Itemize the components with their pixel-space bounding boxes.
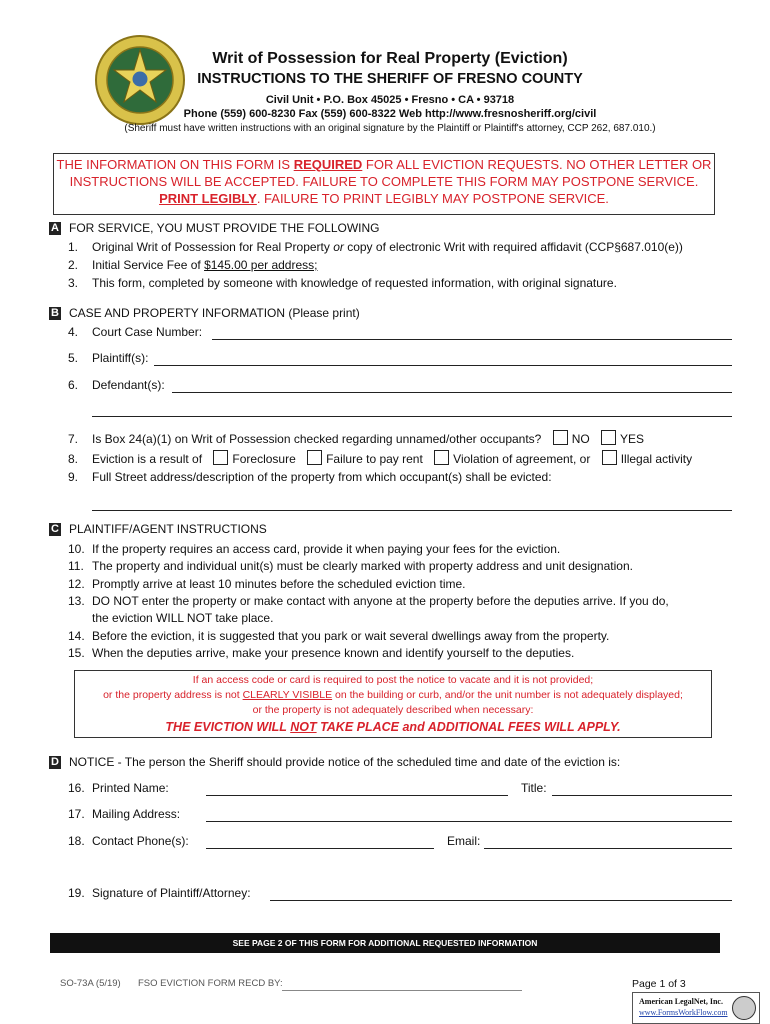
- form-subtitle: INSTRUCTIONS TO THE SHERIFF OF FRESNO COUNTY: [197, 71, 583, 87]
- section-title: FOR SERVICE, YOU MUST PROVIDE THE FOLLOWING: [69, 221, 380, 235]
- civil-unit-address: Civil Unit • P.O. Box 45025 • Fresno • CA • 93718: [265, 94, 515, 106]
- item-3: 3. This form, completed by someone with knowledge of requested information, with original signature.: [68, 276, 617, 290]
- no-label: NO: [571, 432, 590, 446]
- notice-text: INSTRUCTIONS WILL BE ACCEPTED. FAILURE TO COMPLETE THIS FORM MAY POSTPONE SERVICE.: [69, 174, 699, 189]
- see-page-2-banner: SEE PAGE 2 OF THIS FORM FOR ADDITIONAL REQUESTED INFORMATION: [50, 933, 720, 953]
- contact-phone-web: Phone (559) 600-8230 Fax (559) 600-8322 Web http://www.fresnosheriff.org/civil: [183, 108, 597, 120]
- item-13-continued: the eviction WILL NOT take place.: [92, 611, 274, 625]
- section-badge: C: [49, 523, 61, 536]
- section-badge: D: [49, 756, 61, 769]
- notice-text: FOR ALL EVICTION REQUESTS. NO OTHER LETTER OR: [362, 157, 712, 172]
- page-number: Page 1 of 3: [632, 978, 686, 990]
- printed-name-label: 16. Printed Name:: [68, 781, 169, 795]
- received-by-field[interactable]: [282, 990, 522, 991]
- section-b-heading: [49, 306, 360, 320]
- section-title: NOTICE - The person the Sheriff should provide notice of the scheduled time and date of the eviction is:: [69, 755, 621, 769]
- contact-phone-label: 18. Contact Phone(s):: [68, 834, 189, 848]
- plaintiffs-label: 5. Plaintiff(s):: [68, 351, 149, 365]
- legalnet-url[interactable]: www.FormsWorkFlow.com: [639, 1008, 728, 1017]
- section-badge: A: [49, 222, 61, 235]
- property-address-field[interactable]: [92, 510, 732, 511]
- title-label: Title:: [521, 781, 547, 795]
- email-label: Email:: [447, 834, 481, 848]
- mailing-address-field[interactable]: [206, 821, 732, 822]
- section-badge: B: [49, 307, 61, 320]
- item-11: 11. The property and individual unit(s) must be clearly marked with property address and unit designation.: [68, 559, 633, 573]
- plaintiffs-field[interactable]: [154, 365, 732, 366]
- item-7: 7. Is Box 24(a)(1) on Writ of Possession checked regarding unnamed/other occupants? NO YES: [68, 432, 645, 446]
- signature-field[interactable]: [270, 900, 732, 901]
- no-checkbox[interactable]: [553, 430, 568, 445]
- legalnet-logo-icon: [732, 996, 756, 1020]
- warning-text: If an access code or card is required to post the notice to vacate and it is not provided;: [192, 674, 594, 686]
- failure-to-pay-rent-checkbox[interactable]: [307, 450, 322, 465]
- warning-text: or the property is not adequately described when necessary:: [252, 704, 534, 716]
- item-2: 2. Initial Service Fee of $145.00 per address;: [68, 258, 318, 272]
- section-title: PLAINTIFF/AGENT INSTRUCTIONS: [69, 522, 267, 536]
- required-notice-box: [53, 153, 715, 215]
- defendants-field[interactable]: [172, 392, 732, 393]
- foreclosure-checkbox[interactable]: [213, 450, 228, 465]
- form-id: SO-73A (5/19): [60, 978, 121, 989]
- contact-phone-field[interactable]: [206, 848, 434, 849]
- signature-requirement-note: (Sheriff must have written instructions with an original signature by the Plaintiff or Plaintiff's attorney, CCP 262, 687.010.): [124, 123, 656, 134]
- received-by-label: FSO EVICTION FORM RECD BY:: [138, 978, 283, 989]
- violation-checkbox[interactable]: [434, 450, 449, 465]
- notice-text: . FAILURE TO PRINT LEGIBLY MAY POSTPONE SERVICE.: [256, 191, 609, 206]
- legalnet-name: American LegalNet, Inc.: [639, 997, 723, 1006]
- item-9: 9. Full Street address/description of the property from which occupant(s) shall be evicted:: [68, 470, 552, 484]
- mailing-address-label: 17. Mailing Address:: [68, 807, 181, 821]
- yes-checkbox[interactable]: [601, 430, 616, 445]
- case-number-label: 4. Court Case Number:: [68, 325, 203, 339]
- eviction-warning-box: If an access code or card is required to post the notice to vacate and it is not provided; or the property address is not CLEARLY VISIBLE on the building or curb, and/or the unit number is not adequately displayed; or the property is not adequately described when necessary: THE EVICTION WILL NOT TAKE PLACE and ADDITIONAL FEES WILL APPLY.: [74, 670, 712, 738]
- item-14: 14. Before the eviction, it is suggested that you park or wait several dwellings away from the property.: [68, 629, 610, 643]
- section-title: CASE AND PROPERTY INFORMATION (Please print): [69, 306, 360, 320]
- item-13: 13. DO NOT enter the property or make contact with anyone at the property before the deputies arrive. If you do,: [68, 594, 669, 608]
- item-1: 1. Original Writ of Possession for Real Property or copy of electronic Writ with required affidavit (CCP§687.010(e)): [68, 240, 683, 254]
- case-number-field[interactable]: [212, 339, 732, 340]
- form-title: Writ of Possession for Real Property (Eviction): [212, 50, 568, 67]
- defendants-label: 6. Defendant(s):: [68, 378, 165, 392]
- email-field[interactable]: [484, 848, 732, 849]
- yes-label: YES: [620, 432, 645, 446]
- signature-label: 19. Signature of Plaintiff/Attorney:: [68, 886, 251, 900]
- section-d-heading: [49, 755, 620, 769]
- required-emphasis: REQUIRED: [293, 157, 363, 172]
- title-field[interactable]: [552, 795, 732, 796]
- item-15: 15. When the deputies arrive, make your presence known and identify yourself to the deputies.: [68, 646, 575, 660]
- item-8: 8. Eviction is a result of Foreclosure Failure to pay rent Violation of agreement, or Illegal activity: [68, 452, 693, 466]
- item-10: 10. If the property requires an access card, provide it when paying your fees for the eviction.: [68, 542, 561, 556]
- print-legibly-emphasis: PRINT LEGIBLY: [159, 191, 257, 206]
- item-12: 12. Promptly arrive at least 10 minutes before the scheduled eviction time.: [68, 577, 466, 591]
- notice-text: THE INFORMATION ON THIS FORM IS: [56, 157, 294, 172]
- section-a-heading: [49, 221, 380, 235]
- section-c-heading: [49, 522, 267, 536]
- printed-name-field[interactable]: [206, 795, 508, 796]
- defendants-field-continued[interactable]: [92, 416, 732, 417]
- american-legalnet-badge: [632, 992, 760, 1024]
- illegal-activity-checkbox[interactable]: [602, 450, 617, 465]
